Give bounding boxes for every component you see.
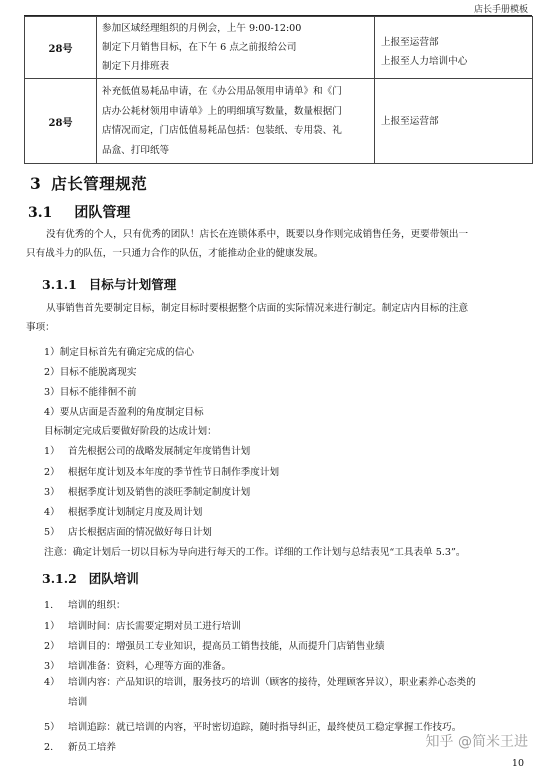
schedule-tasks	[97, 17, 375, 79]
section-number: 3.1	[28, 205, 53, 221]
watermark-text: 知乎 @简米王进	[425, 734, 528, 750]
list-item: 5） 培训追踪：就已培训的内容，平时密切追踪，随时指导纠正，最终使员工稳定掌握工作技巧。	[44, 722, 462, 733]
goal-intro-paragraph	[26, 299, 536, 337]
task-line: 制定下月销售目标，在下午 6 点之前报给公司	[102, 42, 297, 53]
list-item: 2） 培训目的：增强员工专业知识，提高员工销售技能，从而提升门店销售业绩	[44, 641, 385, 652]
schedule-tasks	[97, 79, 375, 164]
text-line: 只有战斗力的队伍，一只通力合作的队伍，才能推动企业的健康发展。	[26, 248, 324, 259]
section-3-1-1-heading	[42, 275, 176, 293]
section-3-1-2-heading	[42, 569, 139, 587]
task-line: 参加区域经理组织的月例会，上午 9:00-12:00	[102, 23, 302, 34]
page-number: 10	[511, 758, 524, 769]
section-title: 团队培训	[88, 571, 139, 586]
page-header-label: 店长手册模板	[473, 5, 528, 15]
schedule-reports	[375, 17, 533, 79]
stage-intro: 目标制定完成后要做好阶段的达成计划：	[44, 426, 217, 437]
section-3-heading	[30, 172, 147, 194]
task-line: 店办公耗材领用申请单》上的明细填写数量，数量根据门	[102, 105, 342, 117]
schedule-day: 28号	[25, 17, 97, 79]
report-line: 上报至运营部	[381, 36, 439, 48]
task-line: 店情况而定，门店低值易耗品包括：包装纸、专用袋、礼	[102, 125, 342, 136]
list-item: 4） 根据季度计划制定月度及周计划	[44, 507, 203, 518]
list-item: 2） 根据年度计划及本年度的季节性节日制作季度计划	[44, 467, 280, 478]
table-row	[25, 79, 533, 164]
section-title: 店长管理规范	[51, 174, 148, 193]
list-item: 3） 根据季度计划及销售的淡旺季制定制度计划	[44, 487, 251, 498]
watermark	[426, 731, 528, 751]
schedule-reports	[375, 79, 533, 164]
list-item: 1. 培训的组织：	[44, 600, 126, 611]
team-intro-paragraph	[26, 225, 536, 263]
section-3-1-heading	[28, 202, 130, 222]
list-item: 2）目标不能脱离现实	[44, 367, 137, 378]
list-item: 4）要从店面是否盈利的角度制定目标	[44, 407, 204, 418]
text-line: 事项：	[26, 322, 55, 333]
section-number: 3	[30, 174, 42, 193]
list-item: 1）制定目标首先有确定完成的信心	[44, 347, 195, 358]
schedule-table	[24, 16, 533, 164]
report-line: 上报至运营部	[381, 115, 439, 127]
report-line: 上报至人力培训中心	[381, 55, 468, 67]
section-title: 目标与计划管理	[88, 277, 177, 292]
list-item: 3）目标不能徘徊不前	[44, 387, 137, 398]
task-line: 制定下月排班表	[102, 61, 170, 72]
plan-note: 注意：确定计划后一切以目标为导向进行每天的工作。详细的工作计划与总结表见“工具表单 5.3”。	[44, 547, 466, 558]
section-number: 3.1.2	[42, 571, 77, 586]
list-item: 4） 培训内容：产品知识的培训，服务技巧的培训（顾客的接待，处理顾客异议），职业素养心态类的 培训	[44, 677, 476, 708]
list-item: 5） 店长根据店面的情况做好每日计划	[44, 527, 212, 538]
text-line: 从事销售首先要制定目标，制定目标时要根据整个店面的实际情况来进行制定。制定店内目标的注意	[46, 303, 469, 314]
schedule-day: 28号	[25, 79, 97, 164]
section-title: 团队管理	[74, 205, 131, 221]
list-item: 2. 新员工培养	[44, 742, 116, 753]
list-item: 1） 培训时间：店长需要定期对员工进行培训	[44, 621, 241, 632]
task-line: 补充低值易耗品申请，在《办公用品领用申请单》和《门	[102, 86, 342, 97]
task-line: 品盒、打印纸等	[102, 144, 170, 156]
list-item: 3） 培训准备：资料，心理等方面的准备。	[44, 661, 232, 672]
text-line: 没有优秀的个人，只有优秀的团队！店长在连锁体系中，既要以身作则完成销售任务，更要带领出一	[46, 229, 469, 240]
table-row	[25, 17, 533, 79]
section-number: 3.1.1	[42, 277, 77, 292]
list-item: 1） 首先根据公司的战略发展制定年度销售计划	[44, 446, 251, 457]
